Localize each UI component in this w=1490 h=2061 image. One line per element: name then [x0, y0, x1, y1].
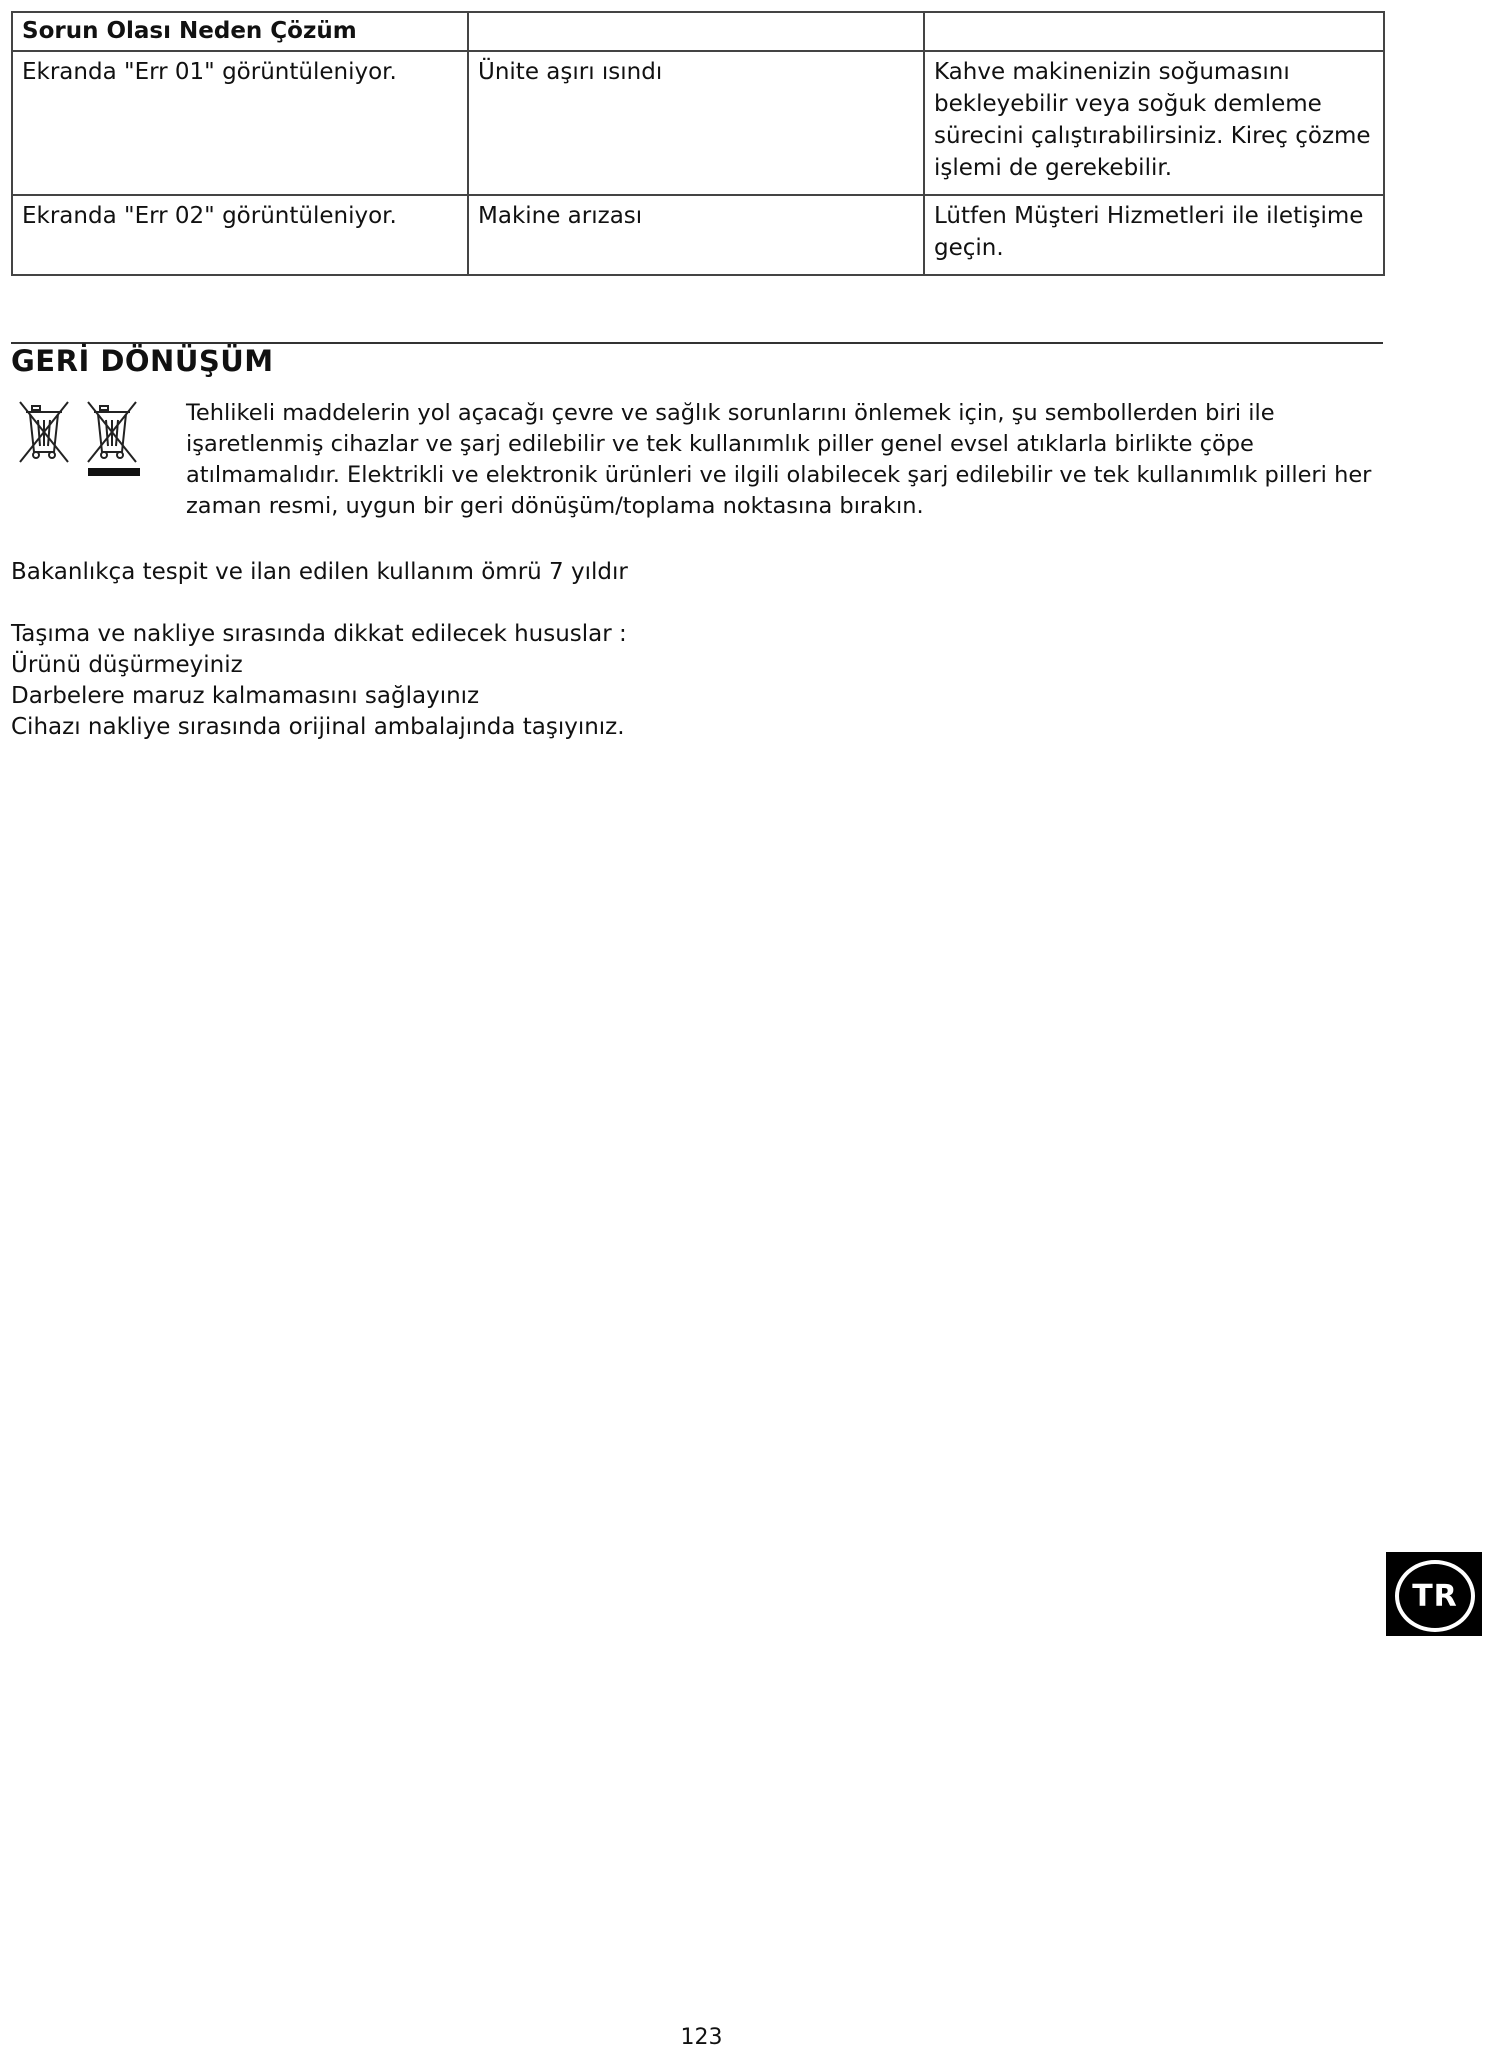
recycling-title: GERİ DÖNÜŞÜM [11, 344, 274, 378]
solution-cell: Lütfen Müşteri Hizmetleri ile iletişime geçin. [924, 195, 1384, 275]
table-header-row [12, 12, 1384, 51]
crossed-bin-icon [20, 402, 68, 462]
lifetime-text: Bakanlıkça tespit ve ilan edilen kullanım ömrü 7 yıldır [11, 559, 628, 585]
troubleshooting-table [11, 11, 1385, 276]
table-header-cell: Sorun Olası Neden Çözüm [12, 12, 468, 51]
transport-heading: Taşıma ve nakliye sırasında dikkat edilecek hususlar : [11, 621, 627, 647]
cause-cell: Ünite aşırı ısındı [468, 51, 924, 195]
table-row [12, 195, 1384, 275]
language-badge [1386, 1552, 1482, 1636]
crossed-bin-with-bar-icon [88, 402, 140, 476]
solution-cell: Kahve makinenizin soğumasını bekleyebilir veya soğuk demleme sürecini çalıştırabilirsiniz. Kireç çözme işlemi de gerekebilir. [924, 51, 1384, 195]
weee-symbols [18, 400, 148, 480]
table-header-cell [924, 12, 1384, 51]
transport-item: Darbelere maruz kalmamasını sağlayınız [11, 683, 480, 709]
table-header-cell [468, 12, 924, 51]
recycling-paragraph: Tehlikeli maddelerin yol açacağı çevre ve sağlık sorunlarını önlemek için, şu sembollerden biri ile işaretlenmiş cihazlar ve şarj edilebilir ve tek kullanımlık piller genel evsel atıklarla birlikte çöpe atılmamalıdır. Elektrikli ve elektronik ürünleri ve ilgili olabilecek şarj edilebilir ve tek kullanımlık pilleri her zaman resmi, uygun bir geri dönüşüm/toplama noktasına bırakın. [186, 400, 1372, 519]
problem-cell: Ekranda "Err 02" görüntüleniyor. [12, 195, 468, 275]
table-row [12, 51, 1384, 195]
transport-item: Ürünü düşürmeyiniz [11, 652, 243, 678]
language-badge-label: TR [1395, 1560, 1475, 1632]
problem-cell: Ekranda "Err 01" görüntüleniyor. [12, 51, 468, 195]
transport-item: Cihazı nakliye sırasında orijinal ambalajında taşıyınız. [11, 714, 625, 740]
cause-cell: Makine arızası [468, 195, 924, 275]
page-number: 123 [680, 2025, 723, 2050]
